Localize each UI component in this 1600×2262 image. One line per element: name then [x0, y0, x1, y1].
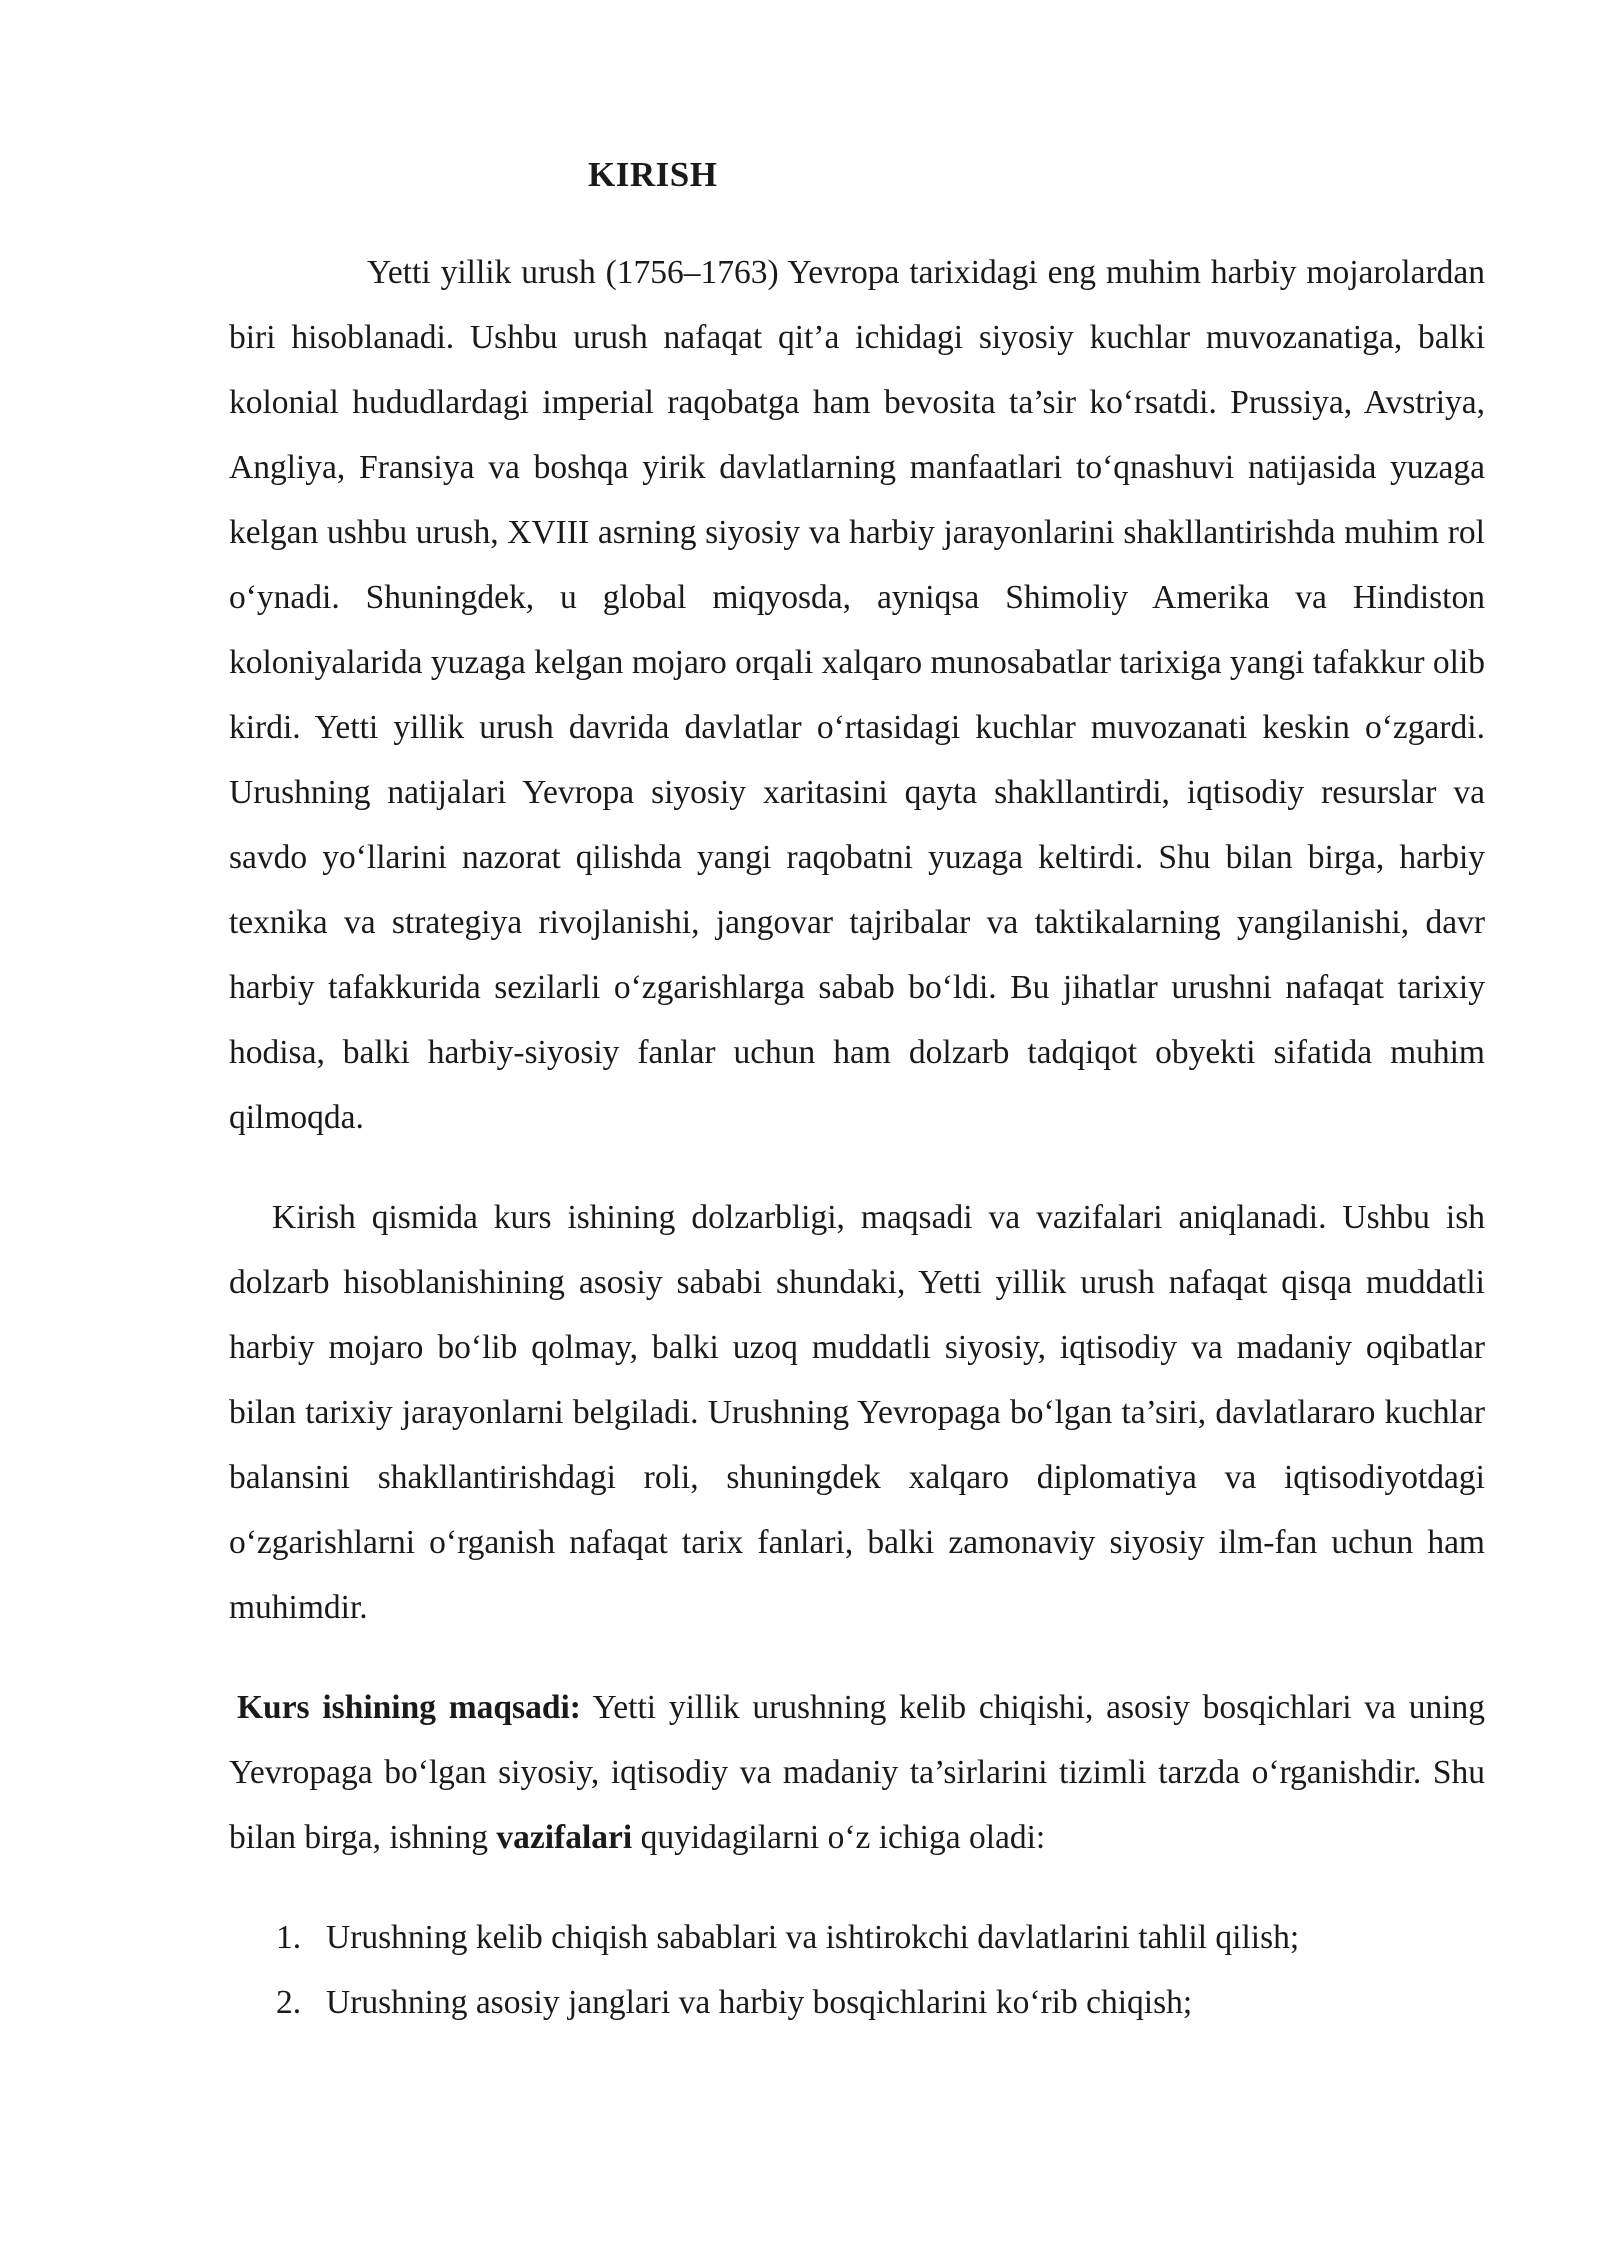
- list-item: [229, 1905, 1485, 1970]
- relevance-paragraph: Kirish qismida kurs ishining dolzarbligi, maqsadi va vazifalari aniqlanadi. Ushbu ish dolzarb hisoblanishining asosiy sababi shundaki, Yetti yillik urush nafaqat qisqa muddatli harbiy mojaro bo‘lib qolmay, balki uzoq muddatli siyosiy, iqtisodiy va madaniy oqibatlar bilan tarixiy jarayonlarni belgiladi. Urushning Yevropaga bo‘lgan ta’siri, davlatlararo kuchlar balansini shakllantirishdagi roli, shuningdek xalqaro diplomatiya va iqtisodiyotdagi o‘zgarishlarni o‘rganish nafaqat tarix fanlari, balki zamonaviy siyosiy ilm-fan uchun ham muhimdir.: [229, 1199, 1485, 1626]
- goal-text: Yetti yillik urushning kelib chiqishi, asosiy bosqichlari va uning Yevropaga bo‘lgan siyosiy, iqtisodiy va madaniy ta’sirlarini tizimli tarzda o‘rganishdir. Shu bilan birga, ishning: [229, 1689, 1485, 1856]
- tasks-keyword: vazifalari: [496, 1819, 633, 1856]
- list-item-text: Urushning kelib chiqish sabablari va ishtirokchi davlatlarini tahlil qilish;: [326, 1919, 1300, 1956]
- goal-label: Kurs ishining maqsadi:: [237, 1689, 581, 1726]
- page-title: KIRISH: [588, 155, 718, 194]
- list-item-number: 1.: [276, 1919, 302, 1956]
- intro-paragraph: Yetti yillik urush (1756–1763) Yevropa tarixidagi eng muhim harbiy mojarolardan biri hisoblanadi. Ushbu urush nafaqat qit’a ichidagi siyosiy kuchlar muvozanatiga, balki kolonial hududlardagi imperial raqobatga ham bevosita ta’sir ko‘rsatdi. Prussiya, Avstriya, Angliya, Fransiya va boshqa yirik davlatlarning manfaatlari to‘qnashuvi natijasida yuzaga kelgan ushbu urush, XVIII asrning siyosiy va harbiy jarayonlarini shakllantirishda muhim rol o‘ynadi. Shuningdek, u global miqyosda, ayniqsa Shimoliy Amerika va Hindiston koloniyalarida yuzaga kelgan mojaro orqali xalqaro munosabatlar tarixiga yangi tafakkur olib kirdi. Yetti yillik urush davrida davlatlar o‘rtasidagi kuchlar muvozanati keskin o‘zgardi. Urushning natijalari Yevropa siyosiy xaritasini qayta shakllantirdi, iqtisodiy resurslar va savdo yo‘llarini nazorat qilishda yangi raqobatni yuzaga keltirdi. Shu bilan birga, harbiy texnika va strategiya rivojlanishi, jangovar tajribalar va taktikalarning yangilanishi, davr harbiy tafakkurida sezilarli o‘zgarishlarga sabab bo‘ldi. Bu jihatlar urushni nafaqat tarixiy hodisa, balki harbiy-siyosiy fanlar uchun ham dolzarb tadqiqot obyekti sifatida muhim qilmoqda.: [229, 254, 1485, 1136]
- list-item-number: 2.: [276, 1984, 302, 2021]
- task-list: [229, 1905, 1485, 2035]
- list-item-text: Urushning asosiy janglari va harbiy bosqichlarini ko‘rib chiqish;: [326, 1984, 1193, 2021]
- goal-text-end: quyidagilarni o‘z ichiga oladi:: [640, 1819, 1046, 1856]
- page-content: [229, 150, 1485, 2035]
- list-item: [229, 1970, 1485, 2035]
- goal-paragraph: [229, 1675, 1485, 1870]
